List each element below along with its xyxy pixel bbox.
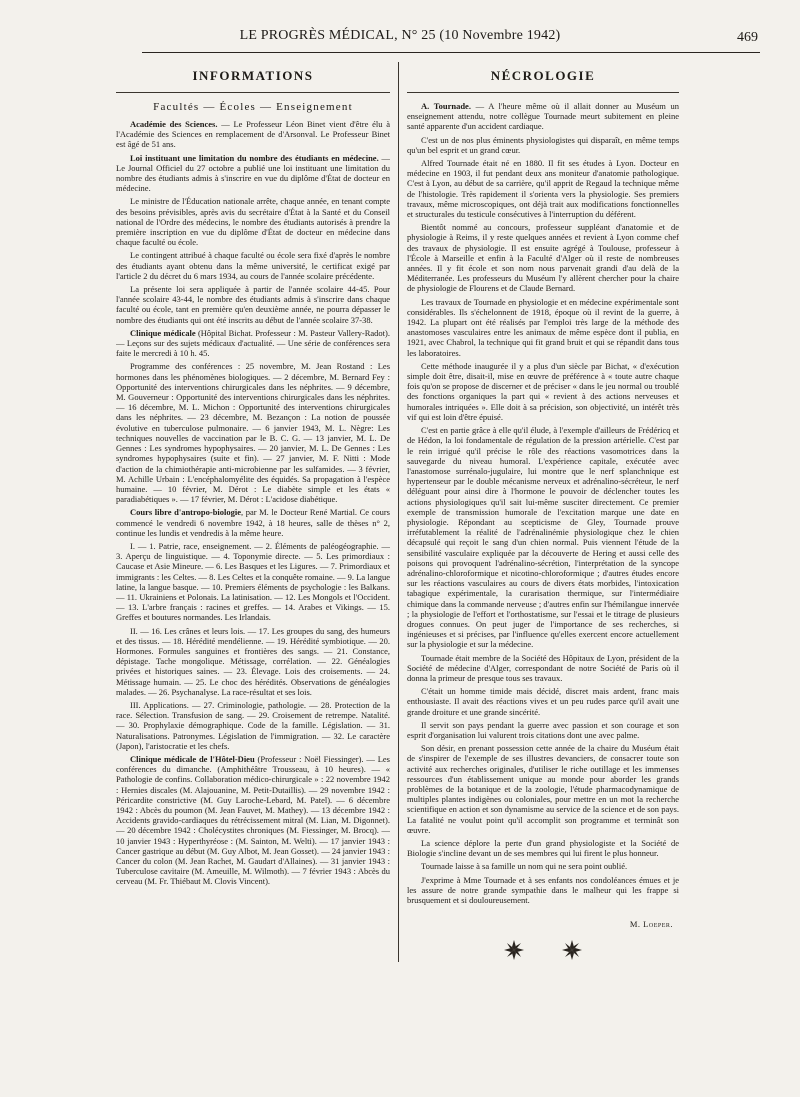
necrologie-paragraph-text: C'est un de nos plus éminents physiologistes qui disparaît, en même temps qu'un bel esprit et un grand cœur. (407, 134, 679, 155)
necrologie-paragraph-text: C'était un homme timide mais décidé, discret mais ardent, franc mais enthousiaste. Il avait des réactions vives et un peu rudes parce qu'il avait une grande droiture et une grande sincérité. (407, 686, 679, 717)
informations-paragraph-text: I. — 1. Patrie, race, enseignement. — 2. Éléments de paléogéographie. — 3. Aperçu de linguistique. — 4. Toponymie directe. — 5. Les primordiaux : Caucase et Asie Mineure. — 6. Les Basques et les Ligures. — 7. Primordiaux et immigrants : les Celtes. — 8. Les Celtes et la conquête romaine. — 9. La langue latine, la langue basque. — 10. Premiers éléments de psychologie : les Balkans. — 11. Ukrainiens et Polonais. La latinisation. — 12. Les Mongols et l'Occident. — 13. L'arbre français : racines et greffes. — 14. Arabes et Vikings. — 15. Greffes et boutures normandes. Les Irlandais. (116, 540, 390, 623)
informations-paragraph (116, 196, 390, 247)
informations-paragraph-lead: Clinique médicale de l'Hôtel-Dieu (130, 753, 255, 764)
informations-paragraph-lead: Clinique médicale (130, 327, 196, 338)
necrologie-body (407, 101, 679, 905)
informations-paragraph-lead: Cours libre d'antropo-biologie (130, 507, 242, 518)
informations-paragraph (116, 328, 390, 359)
faculties-subhead: Facultés — Écoles — Enseignement (153, 101, 353, 113)
informations-paragraph (116, 541, 390, 623)
informations-paragraph-text: Le contingent attribué à chaque faculté ou école sera fixé d'après le nombre des étudiants ayant obtenu dans la même université, le certificat exigé par l'article 2 du décret du 6 mars 1934, au cours de l'année scolaire précédente. (116, 250, 390, 281)
informations-paragraph (116, 361, 390, 504)
necrologie-paragraph-text: C'est en partie grâce à elle qu'il élude, à l'exemple d'ailleurs de Frédéricq et de Hédon, la loi fondamentale de régulation de la pression artérielle. C'est par le rein irrigué qu'il précise le rôle des réactions vasomotrices dans la sauvegarde du niveau humoral. L'expérience capitale, exécutée avec l'anastomose surrénalo-jugulaire, lui montre que le nerf splanchnique est hypertenseur par le double mécanisme nerveux et adrénalino-sécréteur, le nerf déléguant pour ainsi dire à l'hormone le pouvoir de déclencher toutes les actions physiologiques qu'il sait lui-même susciter directement. Ce premier exemple de transmission humorale de l'excitation marque une date en physiologie. Répondant au scepticisme de Gley, Tournade prouve irréfutablement la réalité de l'adrénalinémie physiologique chez le chien décapsulé qui reçoit le sang d'un chien normal. Puis viennent l'étude de la sensibilité vasculaire expliquée par la découverte de Hering et aussi celle des poisons qui provoquent l'adrénalino-sécrétion, l'interprétation de la syncope adrénalino-chloroformique et nicotino-chloroformique ; d'autres études encore sur les réactions vasculaires au cours de divers états morbides, l'intoxication tabagique expérimentale, la curarisation thermique, sur l'intermédiaire chimique dans la commande nerveuse ; d'autres enfin sur l'hémilangue innervée ; la physiologie de l'effort et l'orthostatisme, sur l'essai et le titrage de plusieurs drogues connues. On peut juger de l'importance de ses recherches, si ingénieuses et si précises, par l'influence qu'elles exercent encore actuellement sur la physiologie et sur la médecine. (407, 425, 679, 650)
column-divider (398, 62, 399, 962)
necrologie-paragraph (407, 653, 679, 684)
informations-paragraph-text: , par M. le Docteur René Martial. Ce cours commencé le vendredi 6 novembre 1942, à 18 heures, salle de thèses n° 2, continue les lundis et vendredis à la même heure. (116, 507, 390, 538)
informations-body (116, 119, 390, 887)
necrologie-paragraph (407, 720, 679, 740)
necrologie-paragraph (407, 361, 679, 422)
informations-paragraph (116, 153, 390, 194)
header-rule (142, 52, 760, 53)
necrologie-paragraph (407, 861, 679, 871)
necrologie-paragraph (407, 743, 679, 835)
page-number: 469 (737, 30, 758, 45)
informations-paragraph-lead: Académie des Sciences. (130, 119, 218, 129)
necrologie-paragraph-text: Il servit son pays pendant la guerre avec passion et son courage et son esprit d'organisation lui valurent trois citations dont une avec palme. (407, 719, 679, 740)
informations-paragraph-text: — Le Professeur Léon Binet vient d'être élu à l'Académie des Sciences en remplacement de d'Arsonval. Le Professeur Binet est âgé de 51 ans. (116, 119, 390, 150)
title-rule (116, 92, 390, 93)
title-rule (407, 92, 679, 93)
closing-ornaments (407, 939, 679, 966)
necrologie-paragraph (407, 875, 679, 906)
necrologie-paragraph-text: Son désir, en prenant possession cette année de la chaire du Muséum était de s'inspirer de l'exemple de ses illustres devanciers, de consacrer toute son activité aux recherches originales, d'utiliser le riche outillage et les immenses ressources d'un établissement unique au monde pour aborder les grands problèmes de la botanique et de la zoologie, l'étude pharmacodynamique de multiples plantes indigènes ou coloniales, pour mettre en un mot la recherche scientifique en action et son dynamisme au service de la science et de son pays. La fatalité ne voulut point qu'il accomplit son programme et terminât son œuvre. (407, 743, 679, 835)
informations-paragraph-text: III. Applications. — 27. Criminologie, pathologie. — 28. Protection de la race. Sélection. Transfusion de sang. — 29. Croisement de retrempe. Natalité. — 30. Prophylaxie démographique. Code de la famille. Législation. — 31. Naturalisations. Patronymes. Législation de l'immigration. — 32. Le caractère (Japon), l'aristocratie et les chefs. (116, 699, 390, 751)
necrologie-paragraph-text: Tournade laisse à sa famille un nom qui ne sera point oublié. (421, 861, 628, 872)
informations-paragraph-text: (Professeur : Noël Fiessinger). — Les conférences du dimanche. (Amphithéâtre Trousseau, à 10 heures). — « Pathologie de confins. Collaboration médico-chirurgicale » : 22 novembre 1942 : Hernies discales (M. Alajouanine, M. Petit-Dutaillis). — 29 novembre 1942 : Péricardite constrictive (M. Guy Laroche-Lebard, M. Patel). — 6 décembre 1942 : Abcès du poumon (M. Jean Fauvet, M. Mathey). — 13 décembre 1942 : Accidents gravido-cardiaques du rétrécissement mitral (M. Lian, M. Digonnet). — 20 décembre 1942 : Cholécystites chroniques (M. Fiessinger, M. Brocq). — 10 janvier 1943 : Hyperthyréose : (M. Sainton, M. Welti). — 17 janvier 1943 : Cancer gastrique au début (M. Guy Albot, M. Jean Gosset). — 24 janvier 1943 : Cancer du colon (M. Jean Rachet, M. Gaudart d'Allaines). — 31 janvier 1943 : Tuberculose cavitaire (M. Ameuille, M. Wilmoth). — 7 février 1943 : Abcès du cerveau (M. Fr. Thiébaut M. Clovis Vincent). (116, 753, 390, 887)
informations-paragraph (116, 507, 390, 538)
necrologie-paragraph-text: Cette méthode inaugurée il y a plus d'un siècle par Bichat, « d'exécution simple doit être, disait-il, mise en œuvre de préférence à « toute autre chaque fois qu'on se propose de discerner et de préciser « dans le jeu normal ou troublé des fonctions organiques la part qui « revient à des actions nerveuses et humorales intriquées ». Elle doit à sa précision, son objectivité, un intérêt très vif qui est loin d'être épuisé. (407, 360, 679, 422)
necrologie-paragraph (407, 838, 679, 858)
informations-paragraph (116, 119, 390, 150)
necrologie-paragraph-text: La science déplore la perte d'un grand physiologiste et la Société de Biologie s'incline devant un de ses membres qui lui firent le plus honneur. (407, 838, 679, 859)
necrologie-paragraph (407, 222, 679, 293)
necrologie-paragraph-text: J'exprime à Mme Tournade et à ses enfants nos condoléances émues et je les assure de notre grande sympathie dans le malheur qui les frappe si brusquement et si douloureusement. (407, 874, 679, 906)
informations-paragraph-text: Programme des conférences : 25 novembre, M. Jean Rostand : Les hormones dans les phénomènes biologiques. — 2 décembre, M. Bernard Fey : Opportunité des interventions chirurgicales dans les néphrites. — 9 décembre, M. Gouverneur : Opportunité des interventions chirurgicales dans les néphrites. — 16 décembre, M. L. Michon : Opportunité des interventions chirurgicales dans les néphrites. — 23 décembre, M. Bezançon : La notion de poussée évolutive en tuberculose pulmonaire. — 6 janvier 1943, M. L. Nègre: Les techniques nouvelles de vaccination par le B. C. G. — 13 janvier, M. L. De Gennes : Les syndromes hypophysaires. — 20 janvier, M. L. De Gennes : Les syndromes hypophysaires (suite et fin). — 27 janvier, M. F. Nitti : Mode d'action de la chimiothérapie anti-microbienne par les sulfamides. — 3 février, M. Achille Urbain : L'encéphalomyélite des équidés. Sa propagation à l'espèce humaine. — 10 février, M. Dérot : Le diabète simple et les états « paradiabétiques ». — 17 février, M. Dérot : L'acidose diabétique. (116, 361, 390, 505)
necrologie-paragraph (407, 297, 679, 358)
informations-paragraph (116, 626, 390, 697)
informations-paragraph (116, 754, 390, 887)
necrologie-paragraph (407, 425, 679, 649)
necrologie-paragraph-text: — A l'heure même où il allait donner au Muséum un enseignement attendu, notre collègue Tournade meurt subitement en pleine santé apparente d'un accident cardiaque. (407, 101, 679, 132)
necrologie-paragraph-text: Tournade était membre de la Société des Hôpitaux de Lyon, président de la Société de médecine d'Alger, correspondant de notre Société de Paris où il donna la primeur de presque tous ses travaux. (407, 652, 679, 683)
informations-paragraph-text: — Le Journal Officiel du 27 octobre a publié une loi instituant une limitation du nombre des étudiants admis à s'inscrire en vue du diplôme d'État de docteur en médecine. (116, 152, 390, 194)
informations-paragraph (116, 700, 390, 751)
necrologie-title: NÉCROLOGIE (490, 68, 596, 83)
author-signature: M. Loeper. (629, 919, 673, 930)
informations-paragraph (116, 284, 390, 325)
necrologie-paragraph-text: Bientôt nommé au concours, professeur suppléant d'anatomie et de physiologie à Reims, il y reste quelques années et revient à Lyon comme chef des travaux de physiologie. Il est ensuite agrégé à Toulouse, professeur à l'École à Marseille et enfin à la Faculté d'Alger où il reste de nombreuses années. Il y fit école et son nom nous parvenait grandi d'au delà de la Méditerranée. Les professeurs du Muséum l'y allèrent chercher pour la chaire de physiologie de Flourens et de Claude Bernard. (407, 222, 679, 294)
informations-paragraph-text: La présente loi sera appliquée à partir de l'année scolaire 44-45. Pour l'année scolaire 43-44, le nombre des étudiants admis à s'inscrire dans chaque faculté ou école, tant en première qu'en deuxième année, ne pourra dépasser le nombre des étudiants qui ont été inscrits au début de l'année scolaire 37-38. (116, 284, 390, 325)
necrologie-paragraph (407, 101, 679, 132)
running-title: LE PROGRÈS MÉDICAL, N° 25 (10 Novembre 1942) (239, 28, 561, 43)
informations-paragraph (116, 250, 390, 281)
necrologie-paragraph-text: Les travaux de Tournade en physiologie et en médecine expérimentale sont considérables. Ils s'échelonnent de 1918, époque où il revint de la guerre, à 1942. La plupart ont été réalisés par l'emploi très large de la méthode des anastomoses vasculaires entre les animaux de même espèce dont il publia, en 1921, avec Chabrol, la technique qui fit grand bruit et qui se répandit dans tous les laboratoires. (407, 296, 679, 358)
necrologie-paragraph (407, 135, 679, 155)
fleuron-icon (503, 939, 525, 961)
necrologie-paragraph-lead: A. Tournade. (421, 101, 471, 111)
informations-paragraph-lead: Loi instituant une limitation du nombre des étudiants en médecine. (130, 152, 379, 163)
necrologie-paragraph-text: Alfred Tournade était né en 1880. Il fit ses études à Lyon. Docteur en médecine en 1903, il fut pendant deux ans moniteur d'anatomie pathologique. C'est à Lyon, au début de sa carrière, qu'il apprit de Regaud la technique même de l'histologie. Très rapidement il s'orienta vers la physiologie. Ses premiers travaux, même microscopiques, ont déjà trait aux modifications fonctionnelles et structurales du testicule consécutives à l'interruption du déférent. (407, 158, 679, 220)
necrologie-column (407, 62, 679, 1082)
informations-paragraph-text: Le ministre de l'Éducation nationale arrête, chaque année, en tenant compte des besoins prévisibles, après avis du secrétaire d'État à la Santé et du Conseil national de l'Ordre des médecins, le nombre des étudiants autorisés à prendre la première inscription en vue du diplôme d'État de docteur en médecine dans chaque faculté ou école. (116, 196, 390, 248)
necrologie-paragraph (407, 686, 679, 717)
page-header (0, 0, 800, 62)
informations-paragraph-text: (Hôpital Bichat. Professeur : M. Pasteur Vallery-Radot). — Leçons sur des sujets médicaux d'actualité. — Une série de conférences sera faite le mercredi à 10 h. 45. (116, 327, 390, 359)
informations-column (116, 62, 390, 1082)
informations-paragraph-text: II. — 16. Les crânes et leurs lois. — 17. Les groupes du sang, des humeurs et des tissus. — 18. Hérédité mendélienne. — 19. Hérédité symbiotique. — 20. Hormones. Formules sanguines et frontières des sangs. — 21. Constance, dépistage. Tache mongolique. Métissage, corrélation. — 22. Généalogies privées et historiques saines. — 23. Élevage. Lois des croisements. — 24. Métissage humain. — 25. Le choc des hérédités. Observations de généalogies malades. — 26. Psychanalyse. La race-résultat et ses lois. (116, 625, 390, 697)
fleuron-icon (561, 939, 583, 961)
informations-title: INFORMATIONS (192, 68, 314, 83)
necrologie-paragraph (407, 158, 679, 219)
